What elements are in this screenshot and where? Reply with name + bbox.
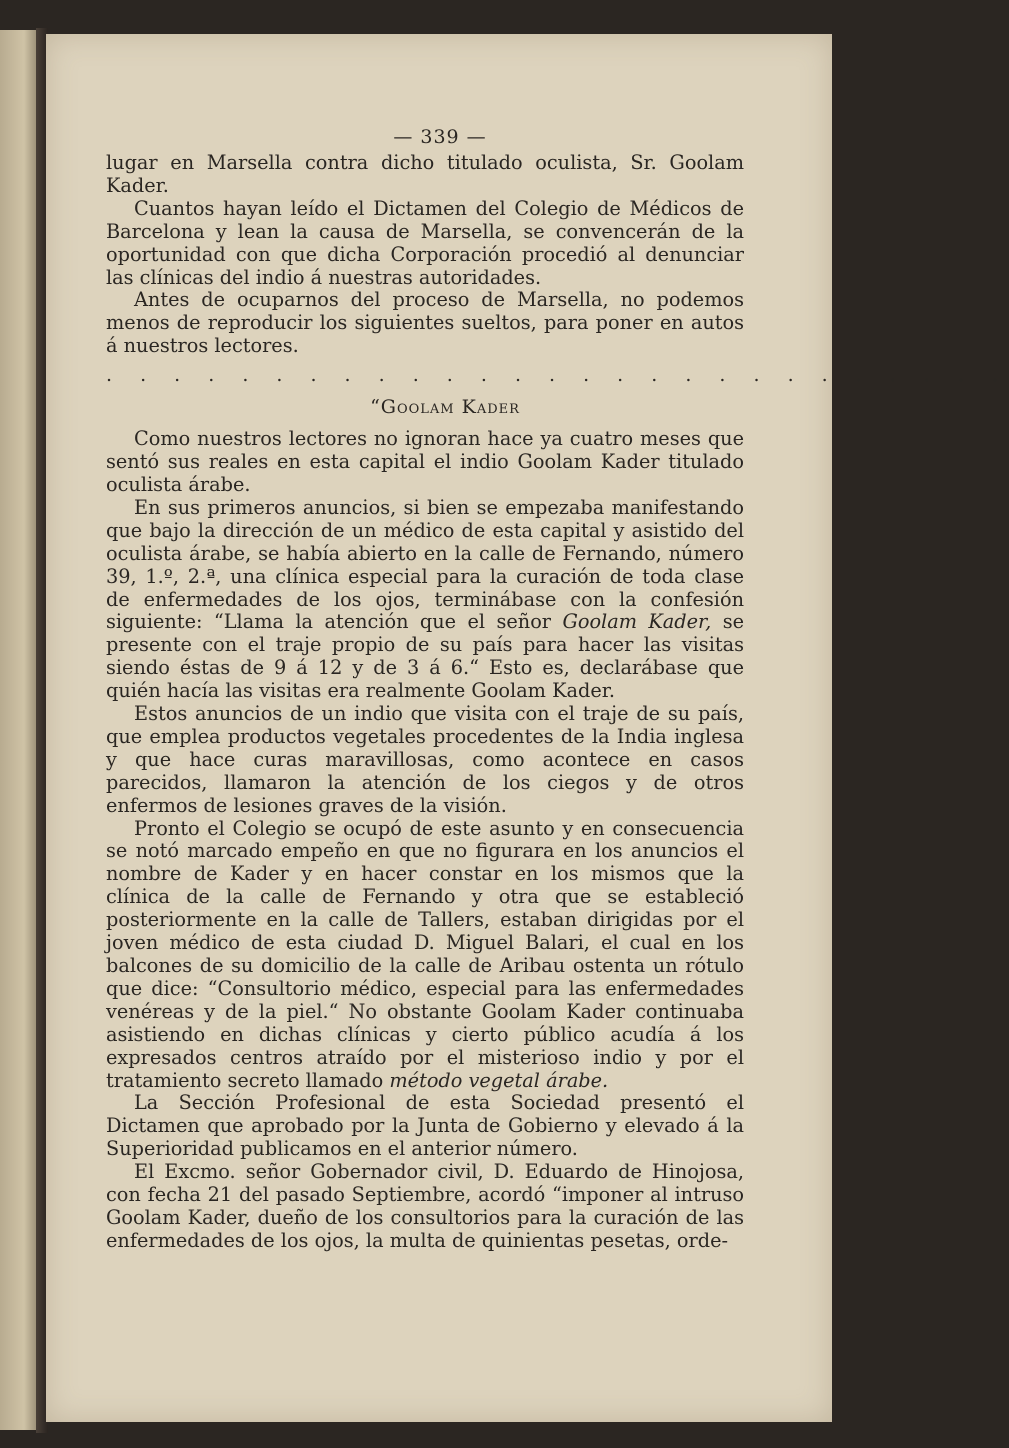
paragraph-7 bbox=[106, 818, 744, 1093]
section-heading: “Goolam Kader bbox=[370, 396, 520, 419]
dots-separator: . . . . . . . . . . . . . . . . . . . . . . . . . . . bbox=[106, 364, 1009, 387]
page-number: — 339 — bbox=[393, 126, 487, 148]
paragraph-7-text: Pronto el Colegio se ocupó de este asunto y en consecuencia se notó marcado empeño en que no figurara en los anuncios el nombre de Kader y en hacer constar en los mismos que la clínica de la calle de Fernando y otra que se estableció posteriormente en la calle de Tallers, estaban dirigidas por el joven médico de esta ciudad D. Miguel Balari, el cual en los balcones de su domicilio de la calle de Aribau ostenta un rótulo que dice: “Consultorio médico, especial para las enfermedades venéreas y de la piel.“ No obstante Goolam Kader continuaba asistiendo en dichas clínicas y cierto público acudía á los expresados centros atraído por el misterioso indio y por el tratamiento secreto llamado bbox=[106, 816, 744, 1092]
paragraph-1: lugar en Marsella contra dicho titulado oculista, Sr. Goolam Kader. bbox=[106, 151, 744, 197]
paragraph-2: Cuantos hayan leído el Dictamen del Colegio de Médicos de Barcelona y lean la causa de Marsella, se convencerán de la oportunidad con que dicha Corporación procedió al denunciar las clínicas del indio á nuestras autoridades. bbox=[106, 196, 744, 289]
page-text-block bbox=[106, 126, 1009, 1253]
paragraph-5-text-b: se presente con el traje propio de su país para hacer las visitas siendo éstas de 9 á 12 y de 3 á 6.“ Esto es, declarábase que quién hacía las visitas era realmente Goolam Kader. bbox=[106, 610, 745, 703]
paragraph-9: El Excmo. señor Gobernador civil, D. Eduardo de Hinojosa, con fecha 21 del pasado Septiembre, acordó “imponer al intruso Goolam Kader, dueño de los consultorios para la curación de las enfermedades de los ojos, la multa de quinientas pesetas, orde- bbox=[106, 1160, 744, 1252]
paragraph-8: La Sección Profesional de esta Sociedad presentó el Dictamen que aprobado por la Junta de Gobierno y elevado á la Superioridad publicamos en el anterior número. bbox=[106, 1091, 744, 1161]
book-page bbox=[46, 34, 1009, 1422]
paragraph-5-text-a: En sus primeros anuncios, si bien se empezaba manifestando que bajo la dirección de un médico de esta capital y asistido del oculista árabe, se había abierto en la calle de Fernando, número 39, 1.º, 2.ª, una clínica especial para la curación de toda clase de enfermedades de los ojos, terminábase con la confesión siguiente: “Llama la atención que el señor bbox=[106, 495, 744, 634]
paragraph-5-emphasis: Goolam Kader, bbox=[562, 610, 712, 634]
paragraph-7-emphasis: método vegetal árabe. bbox=[389, 1068, 609, 1092]
paragraph-5 bbox=[106, 497, 744, 703]
paragraph-6: Estos anuncios de un indio que visita con el traje de su país, que emplea productos vegetales procedentes de la India inglesa y que hace curas maravillosas, como acontece en casos parecidos, llamaron la atención de los ciegos y de otros enfermos de lesiones graves de la visión. bbox=[106, 702, 744, 817]
paragraph-3: Antes de ocuparnos del proceso de Marsella, no podemos menos de reproducir los siguientes sueltos, para poner en autos á nuestros lectores. bbox=[106, 288, 744, 358]
left-page-edge bbox=[0, 30, 40, 1430]
paragraph-4: Como nuestros lectores no ignoran hace ya cuatro meses que sentó sus reales en esta capital el indio Goolam Kader titulado oculista árabe. bbox=[106, 427, 744, 496]
